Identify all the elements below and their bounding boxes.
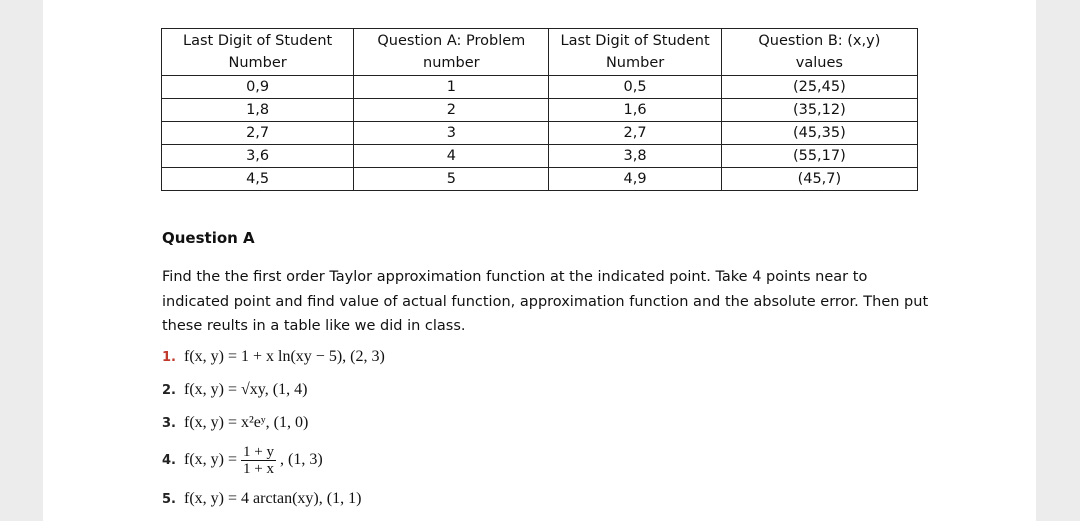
table-header-cell: Last Digit of Student Number [162,29,354,76]
table-cell: (55,17) [721,145,917,168]
table-row [162,76,918,99]
problem-item-2 [162,381,307,399]
table-row [162,168,918,191]
table-header-cell: Question A: Problem number [354,29,549,76]
problem-formula: f(x, y) = 4 arctan(xy), (1, 1) [184,490,362,507]
table-cell: 0,9 [162,76,354,99]
problem-number: 2. [162,383,176,398]
table-cell: 2,7 [162,122,354,145]
problem-number: 3. [162,416,176,431]
problem-formula: f(x, y) = x²eʸ, (1, 0) [184,414,309,431]
table-cell: (45,35) [721,122,917,145]
problem-formula: f(x, y) = 1 + x ln(xy − 5), (2, 3) [184,348,385,365]
problem-item-1 [162,348,385,366]
table-header-row [162,29,918,76]
table-row [162,145,918,168]
table-cell: (45,7) [721,168,917,191]
table-header-cell: Last Digit of Student Number [549,29,721,76]
assignment-table [161,28,918,191]
table-row [162,122,918,145]
table-cell: 2 [354,99,549,122]
table-cell: 4,9 [549,168,721,191]
fraction-numerator: 1 + y [243,444,274,460]
table-cell: 1,8 [162,99,354,122]
question-a-heading: Question A [162,229,255,247]
problem-formula-lhs: f(x, y) = [184,451,238,469]
question-a-instructions: Find the the first order Taylor approximation function at the indicated point. Take 4 points near to indicated point and find value of actual function, approximation function and the absolute error. Then put these reults in a table like we did in class. [162,269,929,334]
table-cell: 4 [354,145,549,168]
table-cell: (35,12) [721,99,917,122]
fraction [241,444,276,477]
table-header-cell: Question B: (x,y) values [721,29,917,76]
document-page [43,0,1036,521]
fraction-denominator: 1 + x [243,461,274,477]
table-row [162,99,918,122]
table-cell: 4,5 [162,168,354,191]
table-cell: 1,6 [549,99,721,122]
table-cell: (25,45) [721,76,917,99]
problem-number: 4. [162,453,176,469]
table-cell: 3,8 [549,145,721,168]
table-cell: 1 [354,76,549,99]
table-cell: 0,5 [549,76,721,99]
problem-number: 5. [162,492,176,507]
problem-item-5 [162,490,361,508]
problem-point: , (1, 3) [279,451,323,469]
problem-item-3 [162,414,308,432]
table-cell: 2,7 [549,122,721,145]
problem-formula: f(x, y) = √xy, (1, 4) [184,381,308,398]
table-cell: 5 [354,168,549,191]
problem-item-4 [162,444,323,477]
problem-number: 1. [162,350,176,365]
table-cell: 3,6 [162,145,354,168]
table-cell: 3 [354,122,549,145]
